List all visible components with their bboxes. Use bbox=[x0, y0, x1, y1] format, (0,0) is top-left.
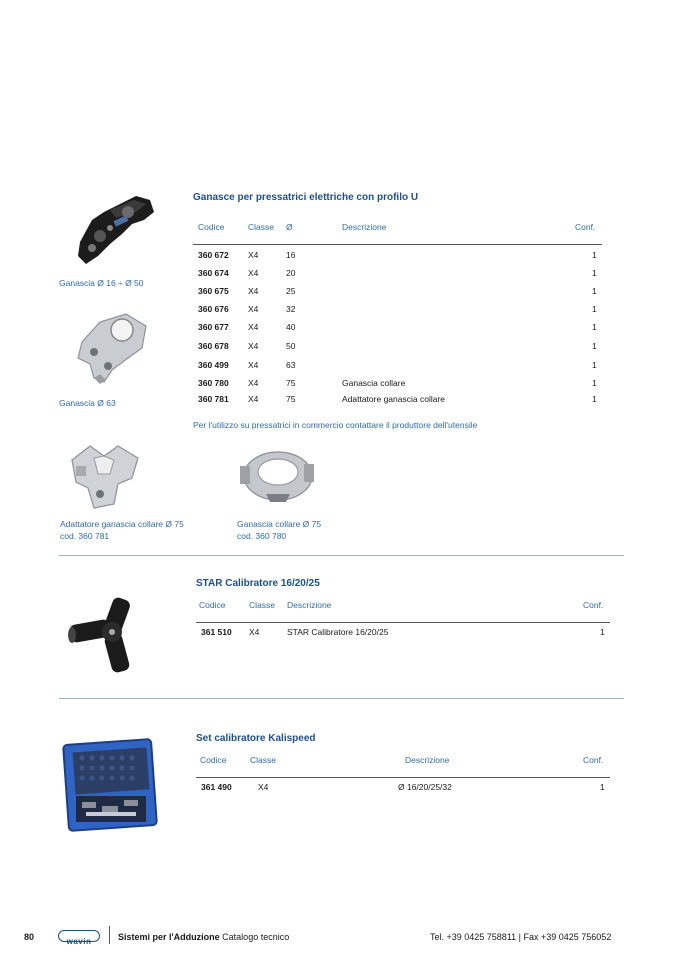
table-row-desc: Ganascia collare bbox=[342, 378, 406, 388]
table-row-code: 360 676 bbox=[198, 304, 229, 314]
s2-header-conf: Conf. bbox=[583, 600, 604, 610]
table-row-conf: 1 bbox=[592, 268, 597, 278]
table-row-code: 361 510 bbox=[201, 627, 232, 637]
s3-header-conf: Conf. bbox=[583, 755, 604, 765]
table-row-class: X4 bbox=[258, 782, 269, 792]
table-row-diam: 75 bbox=[286, 394, 296, 404]
table-row-conf: 1 bbox=[600, 627, 605, 637]
section-divider bbox=[59, 555, 624, 556]
table-row-diam: 50 bbox=[286, 341, 296, 351]
s2-header-class: Classe bbox=[249, 600, 275, 610]
table-row-code: 360 781 bbox=[198, 394, 229, 404]
table-row-code: 361 490 bbox=[201, 782, 232, 792]
table-row-class: X4 bbox=[248, 250, 259, 260]
section2-title: STAR Calibratore 16/20/25 bbox=[196, 578, 320, 589]
s1-header-rule bbox=[193, 244, 602, 245]
table-row-conf: 1 bbox=[592, 286, 597, 296]
s1-header-code: Codice bbox=[198, 222, 225, 232]
wavin-logo bbox=[58, 930, 100, 946]
caption-adapter-line2: cod. 360 781 bbox=[60, 530, 110, 541]
table-row-conf: 1 bbox=[592, 250, 597, 260]
s1-header-conf: Conf. bbox=[575, 222, 596, 232]
s1-header-class: Classe bbox=[248, 222, 274, 232]
caption-adapter-line1: Adattatore ganascia collare Ø 75 bbox=[60, 519, 184, 529]
s2-header-rule bbox=[196, 622, 610, 623]
caption-adapter bbox=[60, 519, 184, 542]
table-row-desc: Adattatore ganascia collare bbox=[342, 394, 446, 404]
table-row-conf: 1 bbox=[592, 341, 597, 351]
table-row-diam: 40 bbox=[286, 322, 296, 332]
table-row-diam: 16 bbox=[286, 250, 296, 260]
s2-header-code: Codice bbox=[199, 600, 226, 610]
section1-title: Ganasce per pressatrici elettriche con profilo U bbox=[193, 192, 419, 203]
table-row-class: X4 bbox=[248, 360, 259, 370]
table-row-code: 360 678 bbox=[198, 341, 229, 351]
table-row-diam: 25 bbox=[286, 286, 296, 296]
section1-note: Per l'utilizzo su pressatrici in commercio contattare il produttore dell'utensile bbox=[193, 420, 478, 430]
table-row-code: 360 672 bbox=[198, 250, 229, 260]
table-row-class: X4 bbox=[248, 378, 259, 388]
table-row-conf: 1 bbox=[592, 360, 597, 370]
table-row-diam: 20 bbox=[286, 268, 296, 278]
footer-divider bbox=[109, 926, 110, 944]
s2-header-desc: Descrizione bbox=[287, 600, 332, 610]
wavin-logo-text: wavin bbox=[66, 937, 92, 946]
section-divider bbox=[59, 698, 624, 699]
table-row-class: X4 bbox=[248, 286, 259, 296]
table-row-diam: 75 bbox=[286, 378, 296, 388]
table-row-conf: 1 bbox=[592, 304, 597, 314]
table-row-desc: STAR Calibratore 16/20/25 bbox=[287, 627, 389, 637]
s3-header-class: Classe bbox=[250, 755, 276, 765]
jaw-63-image bbox=[70, 308, 154, 386]
table-row-class: X4 bbox=[249, 627, 260, 637]
table-row-code: 360 674 bbox=[198, 268, 229, 278]
s3-header-rule bbox=[196, 777, 610, 778]
table-row-conf: 1 bbox=[592, 322, 597, 332]
jaw-black-image bbox=[70, 190, 158, 270]
s3-header-code: Codice bbox=[200, 755, 227, 765]
caption-jaw-63: Ganascia Ø 63 bbox=[59, 398, 116, 408]
star-calibrator-image bbox=[64, 594, 152, 676]
footer-contact: Tel. +39 0425 758811 | Fax +39 0425 756052 bbox=[430, 932, 612, 942]
s3-header-desc: Descrizione bbox=[405, 755, 450, 765]
table-row-code: 360 499 bbox=[198, 360, 229, 370]
table-row-class: X4 bbox=[248, 341, 259, 351]
table-row-desc: Ø 16/20/25/32 bbox=[398, 782, 452, 792]
caption-collar-line2: cod. 360 780 bbox=[237, 530, 287, 541]
footer-title-regular: Catalogo tecnico bbox=[222, 932, 290, 942]
footer-title bbox=[118, 932, 289, 942]
table-row-class: X4 bbox=[248, 304, 259, 314]
table-row-conf: 1 bbox=[600, 782, 605, 792]
table-row-code: 360 780 bbox=[198, 378, 229, 388]
kalispeed-case-image bbox=[62, 734, 160, 834]
table-row-conf: 1 bbox=[592, 394, 597, 404]
page-number: 80 bbox=[24, 932, 35, 942]
s1-header-diam: Ø bbox=[286, 222, 293, 232]
table-row-diam: 63 bbox=[286, 360, 296, 370]
table-row-class: X4 bbox=[248, 322, 259, 332]
table-row-code: 360 677 bbox=[198, 322, 229, 332]
caption-collar-line1: Ganascia collare Ø 75 bbox=[237, 519, 322, 529]
s1-header-desc: Descrizione bbox=[342, 222, 387, 232]
table-row-diam: 32 bbox=[286, 304, 296, 314]
caption-collar bbox=[237, 519, 321, 542]
adapter-collar-image bbox=[64, 438, 144, 512]
footer-title-bold: Sistemi per l'Adduzione bbox=[118, 932, 220, 942]
table-row-class: X4 bbox=[248, 268, 259, 278]
caption-jaw-small: Ganascia Ø 16 ÷ Ø 50 bbox=[59, 278, 144, 288]
table-row-conf: 1 bbox=[592, 378, 597, 388]
collar-image bbox=[236, 440, 318, 508]
table-row-class: X4 bbox=[248, 394, 259, 404]
section3-title: Set calibratore Kalispeed bbox=[196, 733, 316, 744]
table-row-code: 360 675 bbox=[198, 286, 229, 296]
